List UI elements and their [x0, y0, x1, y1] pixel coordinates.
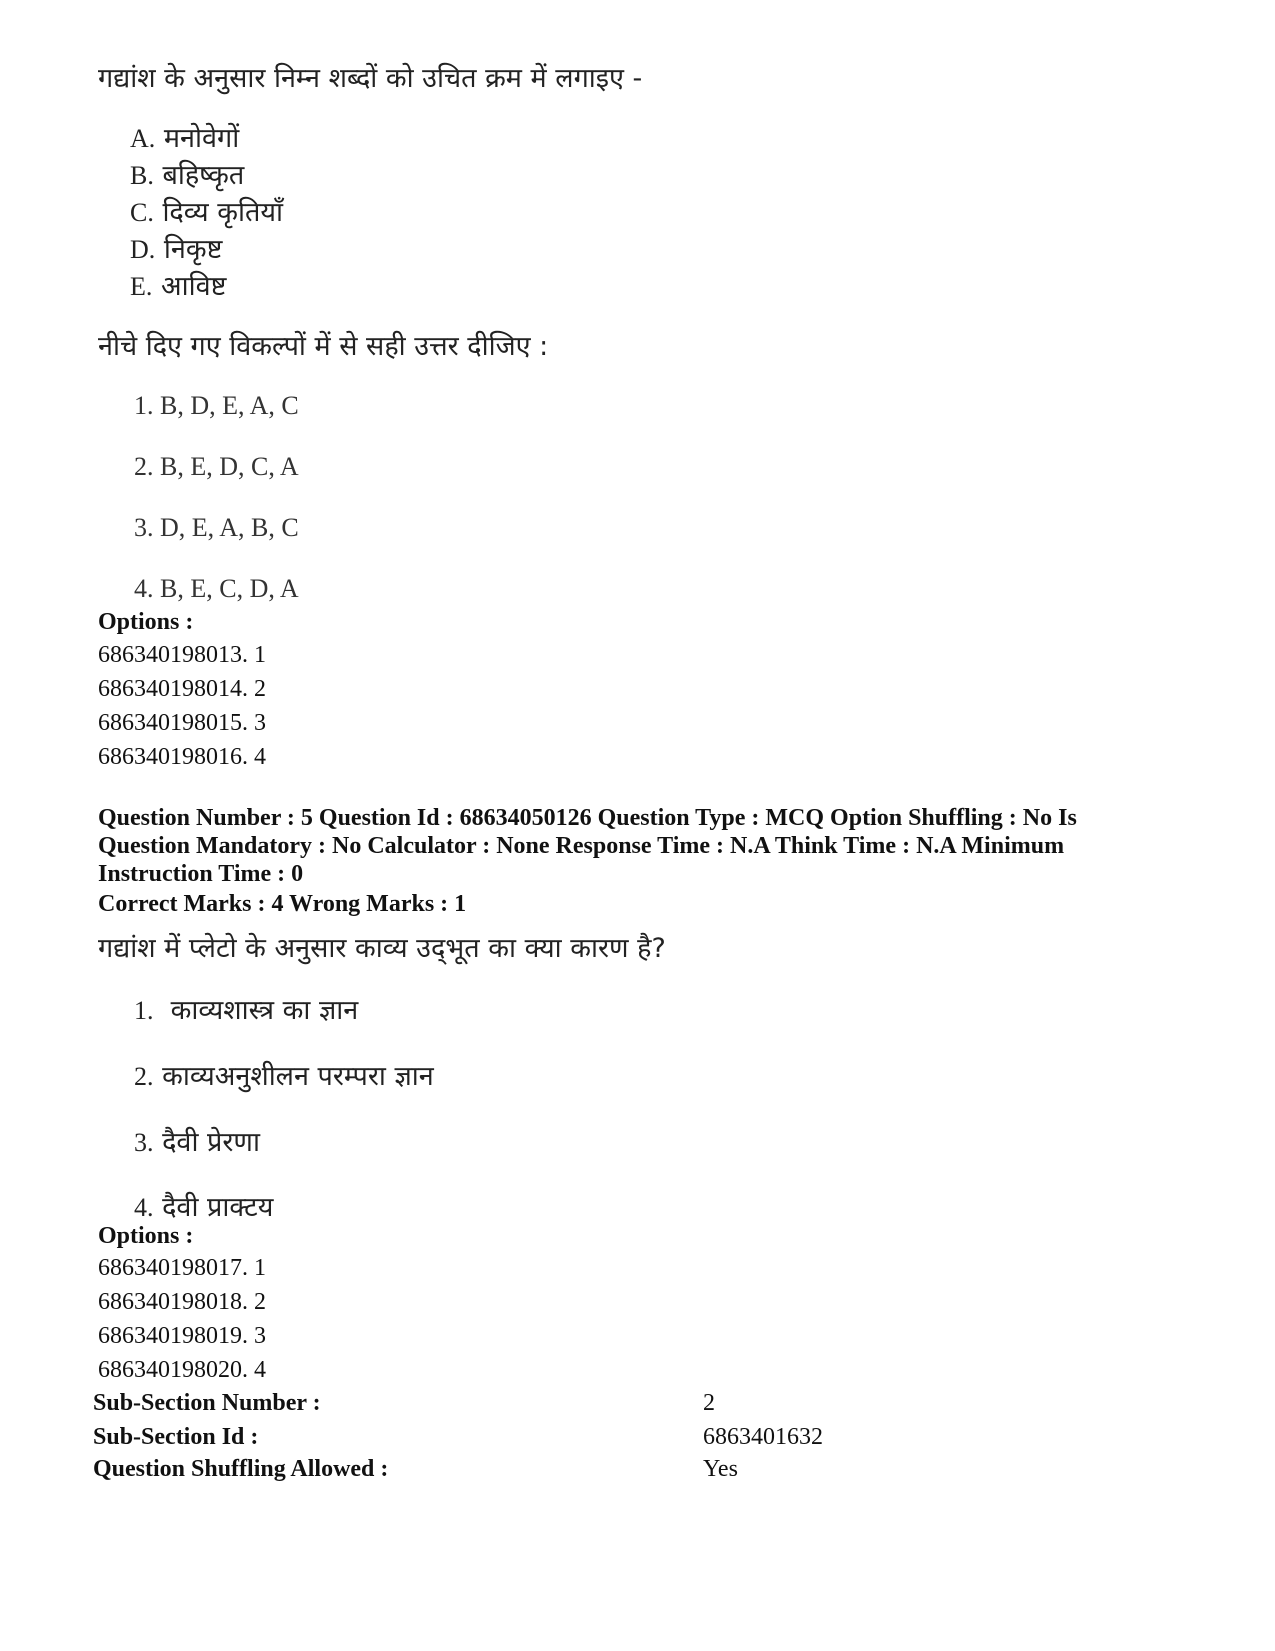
q5-option-item: 686340198017. 1	[98, 1255, 266, 1281]
q5-option-item: 686340198018. 2	[98, 1289, 266, 1315]
q4-choice-4: 4. B, E, C, D, A	[134, 574, 299, 603]
q5-meta-line: Question Number : 5 Question Id : 68634050126 Question Type : MCQ Option Shuffling : No Is	[98, 805, 1077, 831]
q4-word-item: A. मनोवेगों	[130, 123, 240, 154]
q5-metadata	[98, 804, 1218, 888]
q4-word-item: C. दिव्य कृतियाँ	[130, 197, 284, 228]
q5-option-item: 686340198019. 3	[98, 1323, 266, 1349]
subsection-number-value: 2	[703, 1390, 715, 1416]
q4-choice-1: 1. B, D, E, A, C	[134, 391, 299, 420]
subsection-id-label: Sub-Section Id :	[93, 1424, 259, 1450]
q5-meta-line: Instruction Time : 0	[98, 861, 304, 887]
q4-choice-3: 3. D, E, A, B, C	[134, 513, 299, 542]
question-shuffling-label: Question Shuffling Allowed :	[93, 1456, 389, 1482]
q5-choice-3: 3. दैवी प्रेरणा	[134, 1127, 260, 1158]
q5-choice-2: 2. काव्यअनुशीलन परम्परा ज्ञान	[134, 1061, 434, 1092]
question-shuffling-row	[93, 1456, 1193, 1490]
q4-word-item: B. बहिष्कृत	[130, 160, 245, 191]
q4-option-item: 686340198013. 1	[98, 642, 266, 668]
q5-question-text: गद्यांश में प्लेटो के अनुसार काव्य उद्‌भूत का क्या कारण है?	[98, 933, 666, 964]
q4-option-item: 686340198016. 4	[98, 744, 266, 770]
q4-option-item: 686340198015. 3	[98, 710, 266, 736]
q4-options-label: Options :	[98, 609, 194, 635]
q4-question-text: गद्यांश के अनुसार निम्न शब्दों को उचित क्रम में लगाइए -	[98, 63, 643, 94]
q4-word-item: E. आविष्ट	[130, 271, 227, 302]
q5-options-label: Options :	[98, 1223, 194, 1249]
q4-instruction: नीचे दिए गए विकल्पों में से सही उत्तर दीजिए :	[98, 331, 549, 362]
q5-meta-line: Question Mandatory : No Calculator : None Response Time : N.A Think Time : N.A Minimum	[98, 833, 1065, 859]
q4-word-list	[130, 120, 283, 305]
q5-choice-4: 4. दैवी प्राक्टय	[134, 1192, 274, 1223]
q4-option-item: 686340198014. 2	[98, 676, 266, 702]
subsection-id-row	[93, 1424, 1193, 1458]
q4-choice-2: 2. B, E, D, C, A	[134, 452, 299, 481]
q5-marks: Correct Marks : 4 Wrong Marks : 1	[98, 891, 467, 917]
q4-word-item: D. निकृष्ट	[130, 234, 223, 265]
subsection-number-label: Sub-Section Number :	[93, 1390, 321, 1416]
subsection-number-row	[93, 1390, 1193, 1424]
subsection-id-value: 6863401632	[703, 1424, 823, 1450]
question-shuffling-value: Yes	[703, 1456, 738, 1482]
q5-option-item: 686340198020. 4	[98, 1357, 266, 1383]
q5-options-list	[98, 1251, 266, 1387]
q5-choice-1: 1. काव्यशास्त्र का ज्ञान	[134, 995, 359, 1026]
q4-options-list	[98, 638, 266, 774]
